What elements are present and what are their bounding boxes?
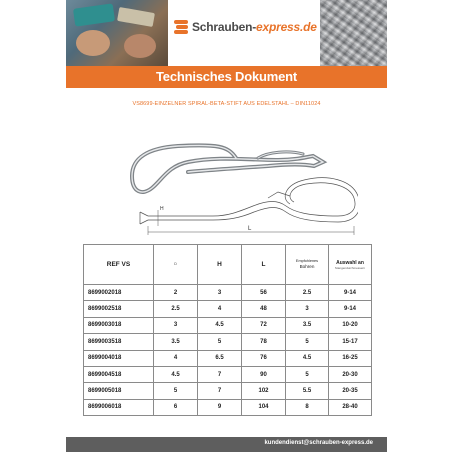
col-header-l: L [242, 245, 286, 285]
table-row: 8699006018 6 9 104 8 28-40 [84, 399, 372, 415]
dimension-label-h: H [160, 206, 164, 212]
col-header-bohren: Empfohlenes Bohren [286, 245, 329, 285]
document-title: Technisches Dokument [66, 66, 387, 88]
footer-email-link[interactable]: kundendienst@schrauben-express.de [264, 440, 373, 446]
header-banner [66, 0, 387, 66]
table-row: 8699002518 2.5 4 48 3 9-14 [84, 301, 372, 317]
workshop-photo [66, 0, 168, 66]
brand-domain: express.de [256, 20, 317, 34]
footer-bar [66, 437, 387, 452]
table-row: 8699003018 3 4.5 72 3.5 10-20 [84, 317, 372, 333]
screws-photo [320, 0, 387, 66]
brand-name: Schrauben- [192, 20, 257, 34]
pin-photo-illustration [132, 145, 323, 192]
table-row: 8699002018 2 3 56 2.5 9-14 [84, 285, 372, 301]
table-row: 8699004518 4.5 7 90 5 20-30 [84, 366, 372, 382]
col-header-h: H [198, 245, 242, 285]
beta-pin-drawing [118, 136, 358, 236]
col-header-ref: REF VS [84, 245, 154, 285]
specification-table [83, 244, 372, 416]
table-row: 8699005018 5 7 102 5.5 20-35 [84, 383, 372, 399]
col-header-d: D [154, 245, 198, 285]
brand-logo-icon [174, 20, 188, 34]
dimension-label-l: L [248, 226, 252, 232]
table-row: 8699003518 3.5 5 78 5 15-17 [84, 334, 372, 350]
product-subtitle: VS8699-EINZELNER SPIRAL-BETA-STIFT AUS EDELSTAHL – DIN11024 [132, 101, 321, 107]
col-header-auswahl: Auswahl an Stangendurchmessern [329, 245, 372, 285]
document-page [66, 0, 387, 452]
brand-logo[interactable] [174, 20, 317, 34]
table-row: 8699004018 4 6.5 76 4.5 16-25 [84, 350, 372, 366]
table-header-row [84, 245, 372, 285]
